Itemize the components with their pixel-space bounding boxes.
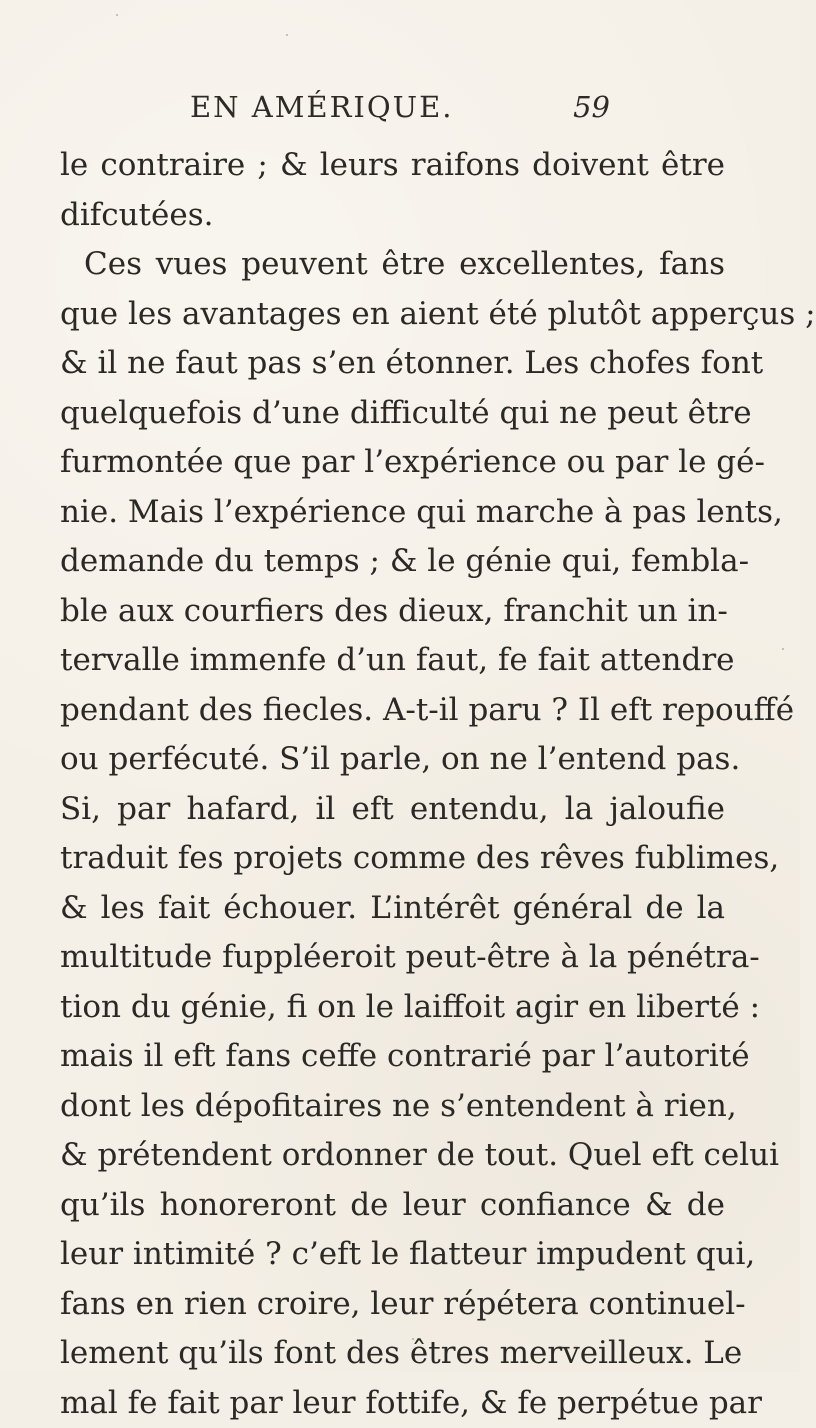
text-line: dont les dépofitaires ne s’entendent à rien,: [60, 1082, 725, 1132]
text-line: le contraire ; & leurs raifons doivent être: [60, 141, 725, 191]
text-line: multitude fuppléeroit peut-être à la pénétra-: [60, 933, 725, 983]
text-line: furmontée que par l’expérience ou par le gé-: [60, 438, 725, 488]
paper-speck: [286, 34, 288, 36]
text-line: leur intimité ? c’eft le flatteur impudent qui,: [60, 1230, 725, 1280]
text-line: ou perfécuté. S’il parle, on ne l’entend pas.: [60, 735, 725, 785]
text-line: & prétendent ordonner de tout. Quel eft celui: [60, 1131, 725, 1181]
text-line: tion du génie, fi on le laiffoit agir en liberté :: [60, 983, 725, 1033]
running-title: EN AMÉRIQUE.: [190, 90, 453, 124]
paper-speck: [116, 14, 118, 16]
text-line: mal fe fait par leur fottife, & fe perpétue par: [60, 1379, 725, 1428]
text-line: demande du temps ; & le génie qui, fembla-: [60, 537, 725, 587]
text-line: difcutées.: [60, 191, 725, 241]
page-header: [190, 90, 610, 130]
text-line: que les avantages en aient été plutôt apperçus ;: [60, 290, 725, 340]
text-line: quelquefois d’une difficulté qui ne peut être: [60, 389, 725, 439]
text-line: tervalle immenfe d’un faut, fe fait attendre: [60, 636, 725, 686]
text-line: nie. Mais l’expérience qui marche à pas lents,: [60, 488, 725, 538]
body-text: [60, 141, 725, 1428]
text-line: lement qu’ils font des êtres merveilleux. Le: [60, 1329, 725, 1379]
text-line: ble aux courfiers des dieux, franchit un in-: [60, 587, 725, 637]
text-line: mais il eft fans ceffe contrarié par l’autorité: [60, 1032, 725, 1082]
paper-speck: [782, 648, 784, 650]
page-number: 59: [573, 90, 610, 124]
text-line: & les fait échouer. L’intérêt général de la: [60, 884, 725, 934]
paper-speck: [412, 1338, 414, 1340]
text-line: qu’ils honoreront de leur confiance & de: [60, 1181, 725, 1231]
text-line: fans en rien croire, leur répétera continuel-: [60, 1280, 725, 1330]
text-line: traduit fes projets comme des rêves fublimes,: [60, 834, 725, 884]
text-line: Ces vues peuvent être excellentes, fans: [60, 240, 725, 290]
text-line: pendant des fiecles. A-t-il paru ? Il eft repouffé: [60, 686, 725, 736]
text-line: & il ne faut pas s’en étonner. Les chofes font: [60, 339, 725, 389]
text-line: Si, par hafard, il eft entendu, la jaloufie: [60, 785, 725, 835]
